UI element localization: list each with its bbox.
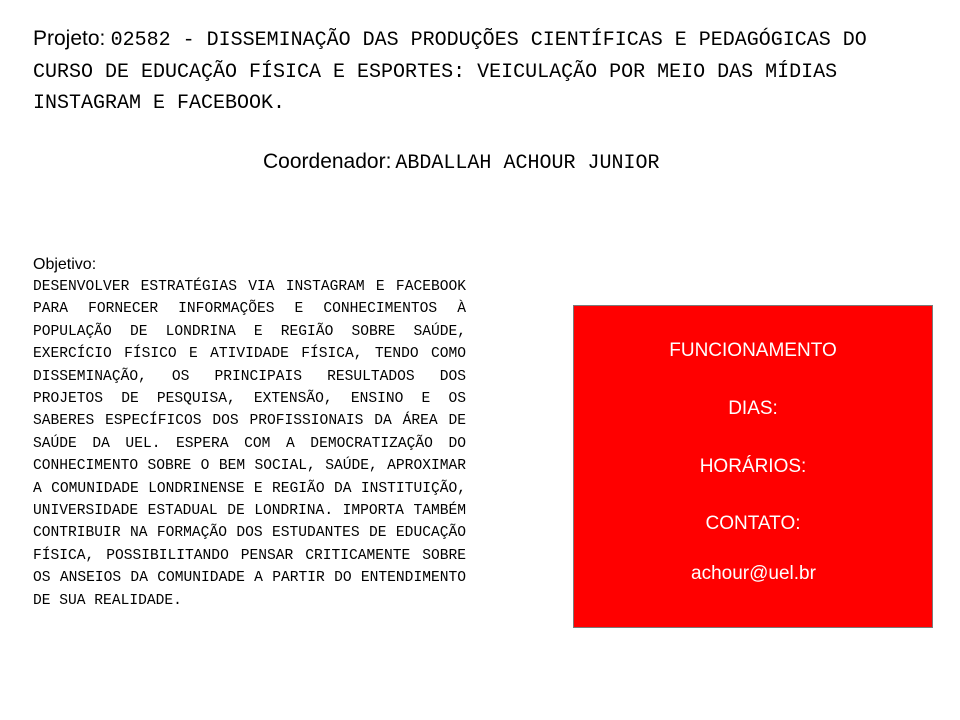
coordinator-heading: [263, 148, 913, 178]
contact-email[interactable]: achour@uel.br: [691, 563, 816, 584]
objective-label: Objetivo:: [33, 256, 97, 273]
coordinator-label: Coordenador:: [263, 150, 392, 173]
info-box-title: FUNCIONAMENTO: [669, 340, 837, 361]
info-box: [573, 305, 933, 628]
coordinator-name: ABDALLAH ACHOUR JUNIOR: [395, 152, 660, 175]
objective-text: DESENVOLVER ESTRATÉGIAS VIA INSTAGRAM E FACEBOOK PARA FORNECER INFORMAÇÕES E CONHECIMENTOS À POPULAÇÃO DE LONDRINA E REGIÃO SOBRE SAÚDE, EXERCÍCIO FÍSICO E ATIVIDADE FÍSICA, TENDO COMO DISSEMINAÇÃO, OS PRINCIPAIS RESULTADOS DOS PROJETOS DE PESQUISA, EXTENSÃO, ENSINO E OS SABERES ESPECÍFICOS DOS PROFISSIONAIS DA ÁREA DE SAÚDE DA UEL. ESPERA COM A DEMOCRATIZAÇÃO DO CONHECIMENTO SOBRE O BEM SOCIAL, SAÚDE, APROXIMAR A COMUNIDADE LONDRINENSE E REGIÃO DA INSTITUIÇÃO, UNIVERSIDADE ESTADUAL DE LONDRINA. IMPORTA TAMBÉM CONTRIBUIR NA FORMAÇÃO DOS ESTUDANTES DE EDUCAÇÃO FÍSICA, POSSIBILITANDO PENSAR CRITICAMENTE SOBRE OS ANSEIOS DA COMUNIDADE A PARTIR DO ENTENDIMENTO DE SUA REALIDADE.: [33, 279, 466, 609]
project-label: Projeto:: [33, 27, 106, 50]
contact-label: CONTATO:: [705, 513, 801, 534]
days-label: DIAS:: [728, 398, 778, 419]
project-heading: [33, 24, 933, 119]
project-title: 02582 - DISSEMINAÇÃO DAS PRODUÇÕES CIENTÍFICAS E PEDAGÓGICAS DO CURSO DE EDUCAÇÃO FÍSICA E ESPORTES: VEICULAÇÃO POR MEIO DAS MÍDIAS INSTAGRAM E FACEBOOK.: [33, 29, 867, 115]
hours-label: HORÁRIOS:: [699, 456, 807, 477]
